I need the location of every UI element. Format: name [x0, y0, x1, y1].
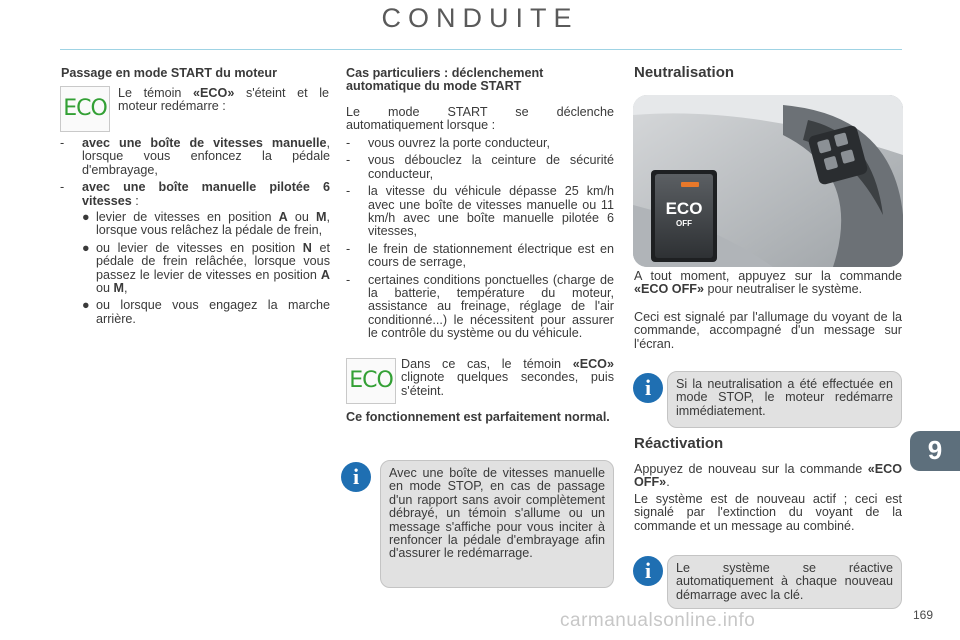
reactivation-text: Appuyez de nouveau sur la commande «ECO OFF». — [634, 462, 902, 490]
eco-indicator-icon — [60, 86, 110, 132]
list-item: - avec une boîte manuelle pilotée 6 vitesses : ● levier de vitesses en position A ou M, lorsque vous relâchez la pédale de frein, ● ou levier de vitesses en position N et pédale de frein relâchée, lorsque vous passez le levier de vitesses en position A ou M, ● ou lorsque vous engagez la marche arrière. — [60, 180, 330, 326]
list-item: - vous ouvrez la porte conducteur, — [346, 136, 551, 150]
list-item: - la vitesse du véhicule dépasse 25 km/h avec une boîte de vitesses manuelle ou 11 km/h avec une boîte manuelle pilotée 6 vitesses, — [346, 184, 614, 239]
title-rule — [60, 49, 902, 50]
dashboard-illustration — [633, 95, 903, 267]
neutralisation-text: A tout moment, appuyez sur la commande «ECO OFF» pour neutraliser le système. — [634, 269, 902, 297]
sub-list-item: ● levier de vitesses en position A ou M, lorsque vous relâchez la pédale de frein, — [82, 210, 330, 238]
col1-intro: Le témoin «ECO» s'éteint et le moteur redémarre : — [118, 86, 329, 114]
info-icon: i — [633, 556, 663, 586]
list-item: - le frein de stationnement électrique est en cours de serrage, — [346, 241, 614, 270]
reactivation-heading: Réactivation — [634, 435, 724, 452]
info-box-clutch: Avec une boîte de vitesses manuelle en mode STOP, en cas de passage d'un rapport sans avoir complètement débrayé, un témoin s'allume ou un message s'affiche pour vous inciter à renfoncer la pédale d'embrayage afin d'assurer le redémarrage. — [380, 460, 614, 588]
eco-icon-label: ECO — [349, 368, 393, 394]
info-box-neutralisation: Si la neutralisation a été effectuée en mode STOP, le moteur redémarre immédiatement. — [667, 371, 902, 428]
page-title: CONDUITE — [381, 3, 579, 33]
list-item: - vous débouclez la ceinture de sécurité conducteur, — [346, 153, 614, 181]
reactivation-signal-text: Le système est de nouveau actif ; ceci est signalé par l'extinction du voyant de la commande et un message au combiné. — [634, 492, 902, 533]
neutralisation-heading: Neutralisation — [634, 64, 735, 81]
col2-normal-note: Ce fonctionnement est parfaitement normal. — [346, 410, 610, 424]
sub-list-item: ● ou lorsque vous engagez la marche arrière. — [82, 298, 330, 326]
info-box-reactivation: Le système se réactive automatiquement à chaque nouveau démarrage avec la clé. — [667, 555, 902, 609]
list-item: - certaines conditions ponctuelles (charge de la batterie, température du moteur, assistance au freinage, réglage de l'air conditionné...) le nécessitent pour assurer le contrôle du système ou du véhicule. — [346, 272, 614, 341]
sub-list-item: ● ou levier de vitesses en position N et pédale de frein relâchée, lorsque vous passez le levier de vitesses en position A ou M, — [82, 240, 330, 296]
eco-icon-label: ECO — [63, 96, 107, 122]
info-icon: i — [633, 373, 663, 403]
eco-off-button-sublabel: OFF — [676, 219, 692, 228]
col2-heading: Cas particuliers : déclenchement automatique du mode START — [346, 66, 544, 93]
eco-off-button-photo — [633, 95, 903, 267]
watermark: carmanualsonline.info — [560, 610, 756, 631]
info-icon: i — [341, 462, 371, 492]
col2-eco-note: Dans ce cas, le témoin «ECO» clignote quelques secondes, puis s'éteint. — [401, 357, 614, 398]
neutralisation-signal-text: Ceci est signalé par l'allumage du voyant de la commande, accompagné d'un message sur l'écran. — [634, 310, 902, 351]
page-number: 169 — [913, 608, 934, 622]
eco-indicator-icon — [346, 358, 396, 404]
eco-off-button-label: ECO — [665, 199, 703, 218]
col1-list — [60, 137, 330, 330]
col1-heading: Passage en mode START du moteur — [61, 66, 277, 80]
chapter-tab: 9 — [910, 431, 960, 471]
col2-intro: Le mode START se déclenche automatiquement lorsque : — [346, 105, 614, 133]
list-item: - avec une boîte de vitesses manuelle, lorsque vous enfoncez la pédale d'embrayage, — [60, 136, 330, 177]
col2-list — [346, 137, 614, 345]
eco-off-led — [681, 182, 699, 187]
